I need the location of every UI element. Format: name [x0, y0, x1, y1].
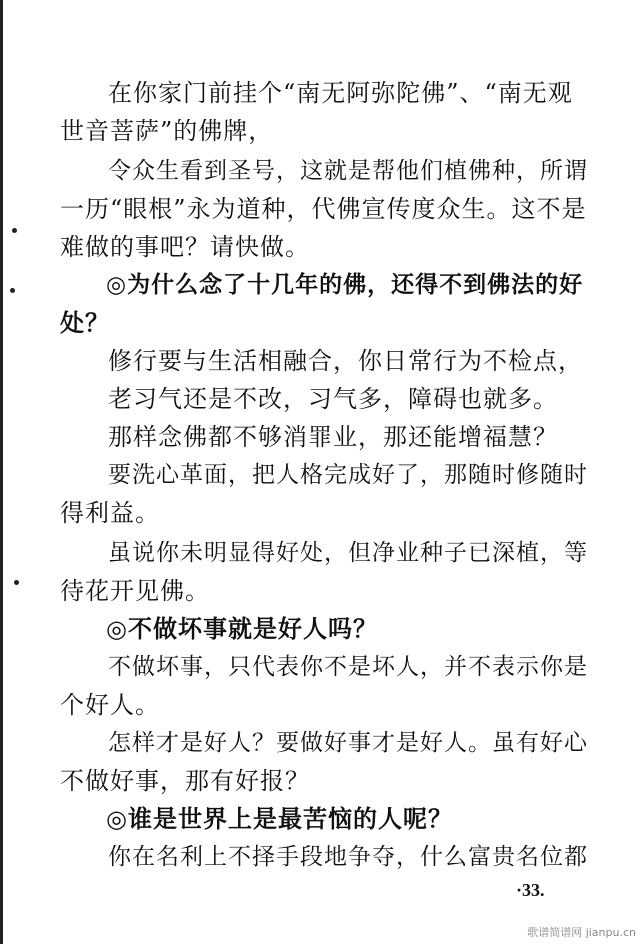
watermark-text: 歌谱简谱网 jianpu.cn: [527, 926, 636, 939]
scan-speck: [10, 288, 15, 293]
text-line-8: 修行要与生活相融合，你日常行为不检点，: [108, 347, 583, 375]
text-line-14: 待花开见佛。: [60, 577, 210, 605]
text-line-18: 怎样才是好人？要做好事才是好人。虽有好心: [108, 730, 588, 756]
question-heading-2: ◎不做坏事就是好人吗？: [106, 615, 378, 643]
scan-speck: [14, 580, 19, 585]
page-edge-shadow: [0, 0, 3, 944]
text-line-3: 令众生看到圣号，这就是帮他们植佛种，所谓: [108, 158, 588, 184]
text-line-19: 不做好事，那有好报？: [60, 767, 310, 795]
text-line-1: 在你家门前挂个“南无阿弥陀佛”、“南无观: [108, 79, 573, 107]
text-line-16: 不做坏事，只代表你不是坏人，并不表示你是: [108, 654, 588, 680]
text-line-12: 得利益。: [60, 499, 160, 527]
question-heading-1: ◎为什么念了十几年的佛，还得不到佛法的好: [106, 272, 584, 298]
text-line-9: 老习气还是不改，习气多，障碍也就多。: [108, 385, 558, 413]
text-line-13: 虽说你未明显得好处，但净业种子已深植，等: [108, 540, 588, 566]
question-heading-1-cont: 处？: [60, 309, 110, 337]
text-line-4: 一历“眼根”永为道种，代佛宣传度众生。这不是: [60, 195, 587, 223]
text-line-17: 个好人。: [60, 691, 160, 719]
text-line-10: 那样念佛都不够消罪业，那还能增福慧？: [108, 423, 558, 451]
text-line-21: 你在名利上不择手段地争夺，什么富贵名位都: [108, 844, 588, 870]
text-line-11: 要洗心革面，把人格完成好了，那随时修随时: [108, 462, 588, 488]
question-heading-3: ◎谁是世界上是最苦恼的人呢？: [106, 805, 453, 833]
text-line-5: 难做的事吧？请快做。: [60, 233, 310, 261]
scan-speck: [12, 228, 17, 233]
text-line-2: 世音菩萨”的佛牌，: [60, 117, 274, 145]
page-number: ·33.: [516, 880, 545, 900]
